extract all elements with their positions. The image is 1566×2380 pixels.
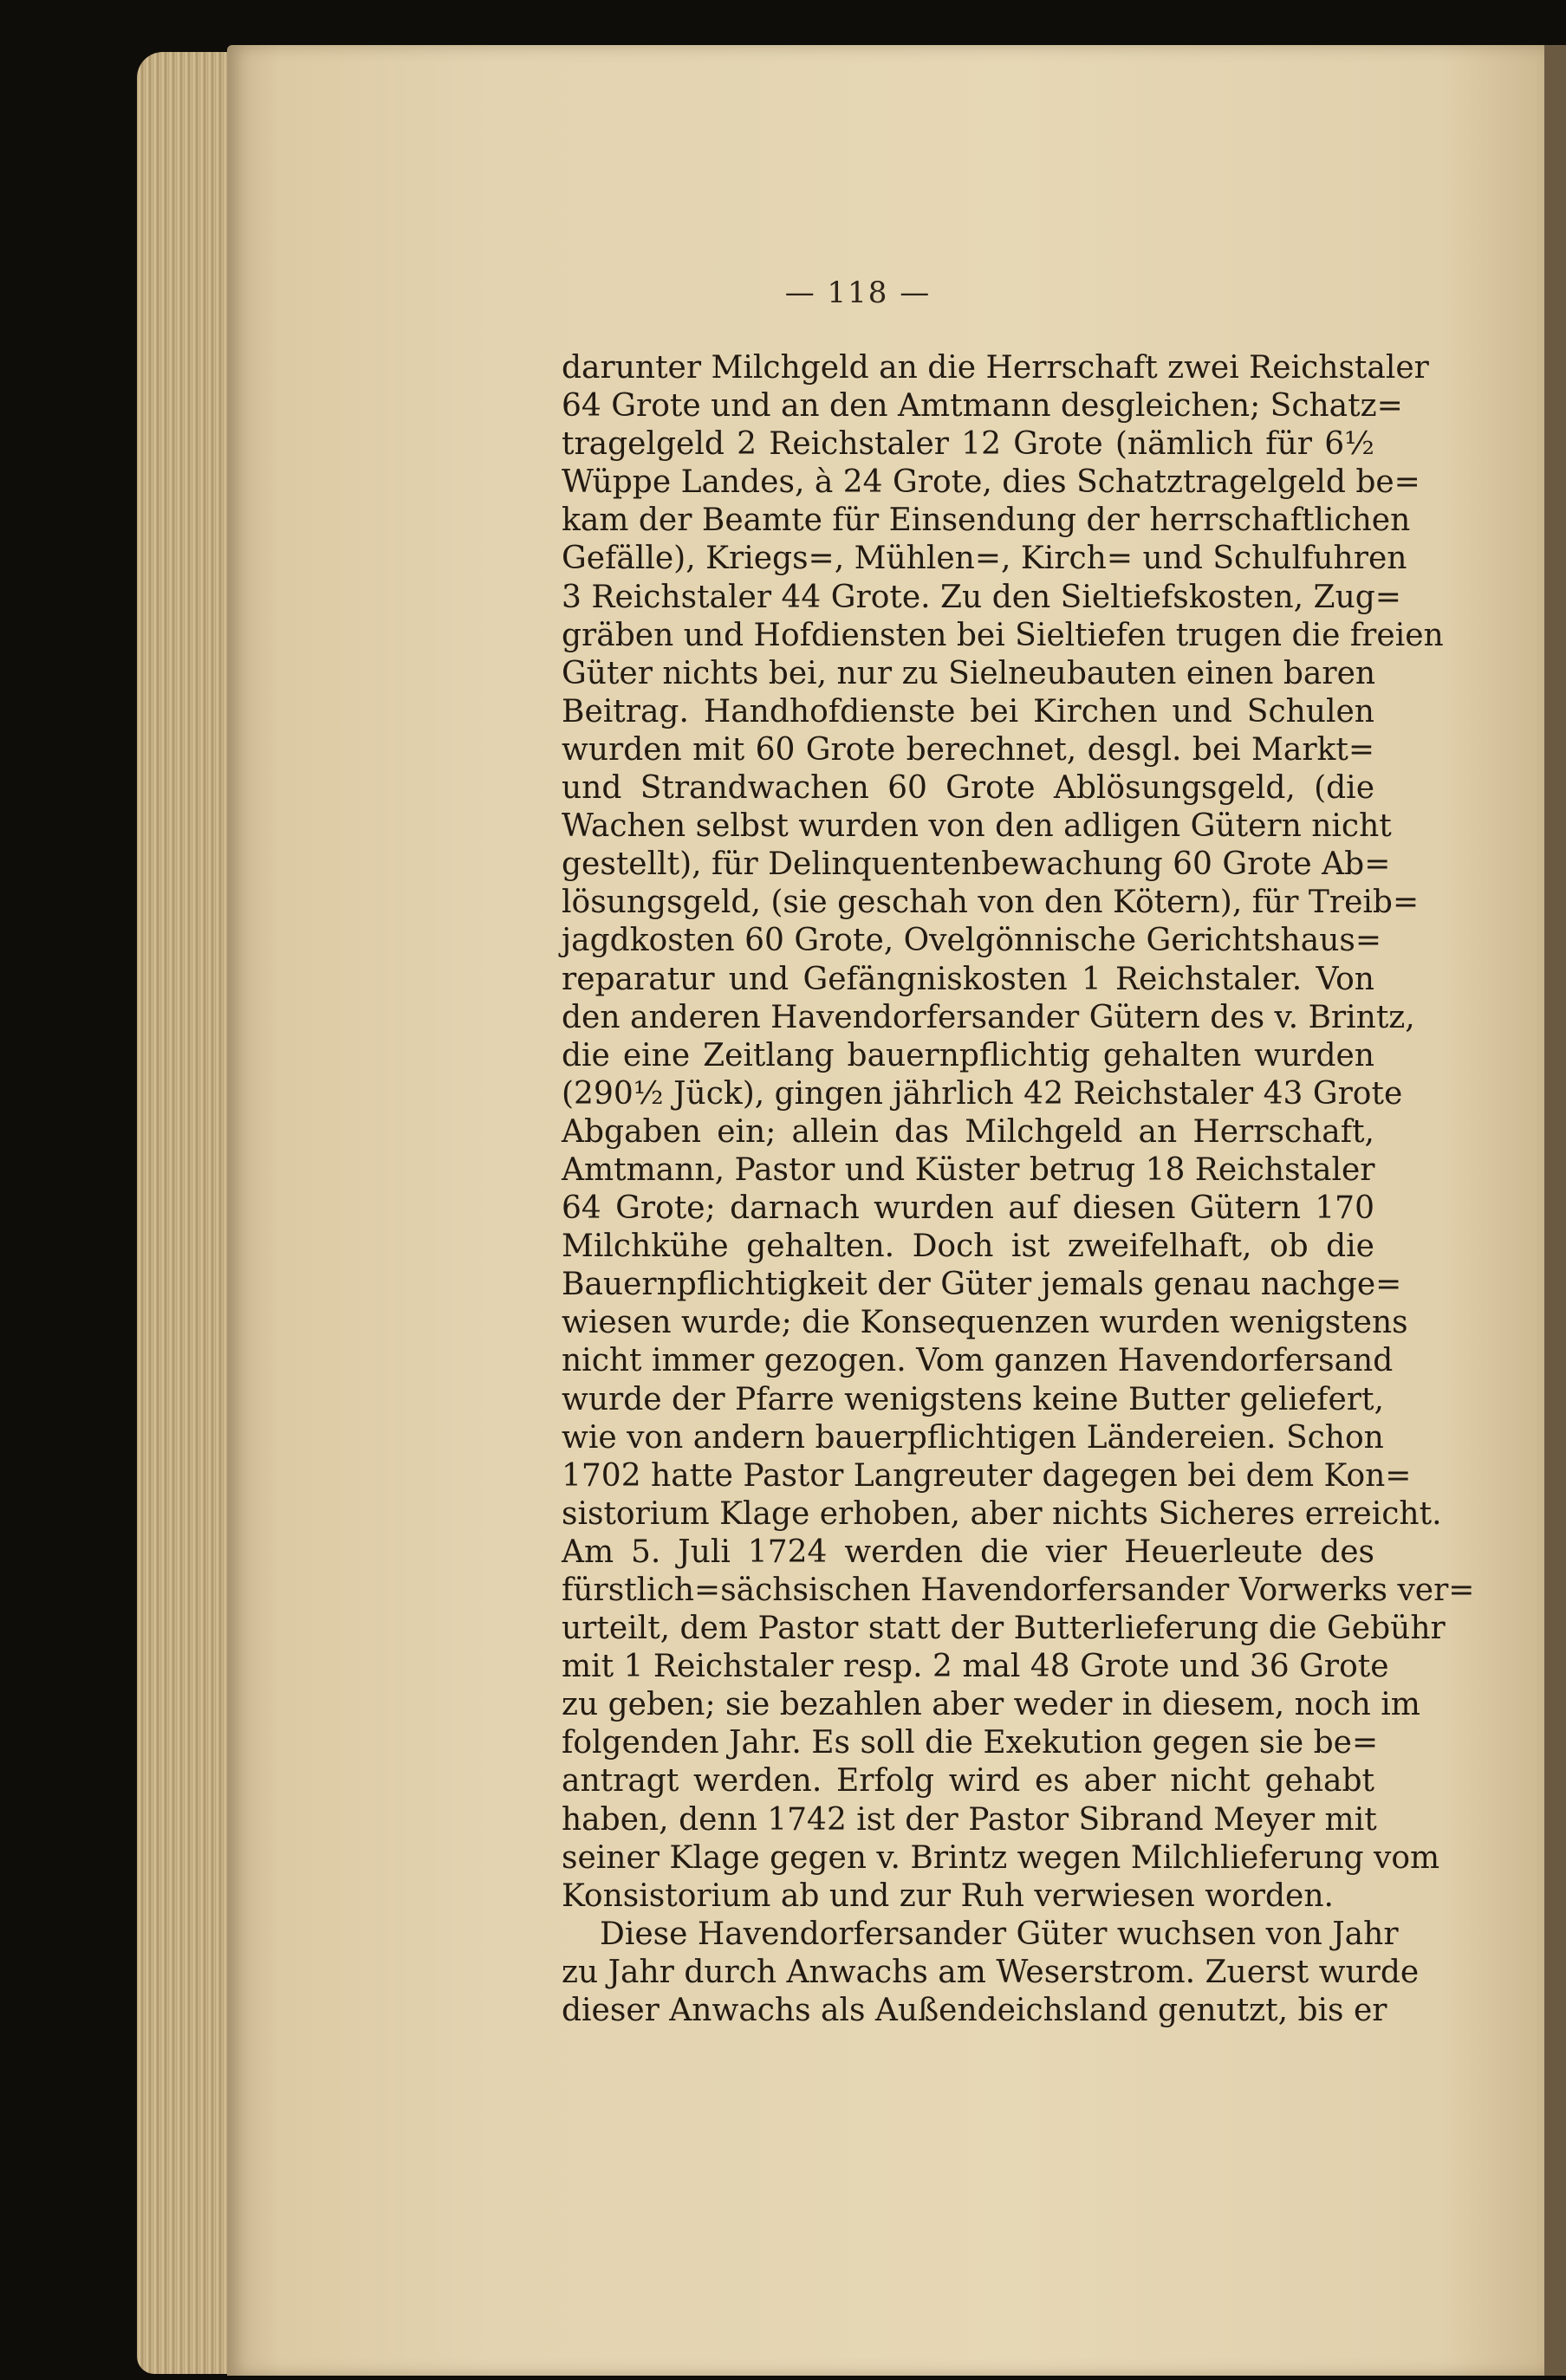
facing-page-edge bbox=[1544, 45, 1566, 2376]
text-line: 64 Grote und an den Amtmann desgleichen; Schatz= bbox=[562, 388, 1403, 425]
text-line: lösungsgeld, (sie geschah von den Kötern), für Treib= bbox=[562, 885, 1420, 921]
page-number: — 118 — bbox=[784, 276, 932, 310]
text-line: 1702 hatte Pastor Langreuter dagegen bei dem Kon= bbox=[562, 1457, 1412, 1494]
text-line: darunter Milchgeld an die Herrschaft zwei Reichstaler bbox=[562, 350, 1429, 386]
text-line: antragt werden. Erfolg wird es aber nicht gehabt bbox=[562, 1763, 1374, 1800]
text-line: mit 1 Reichstaler resp. 2 mal 48 Grote und 36 Grote bbox=[562, 1649, 1389, 1685]
text-line: Abgaben ein; allein das Milchgeld an Herrschaft, bbox=[562, 1113, 1374, 1150]
text-line: Amtmann, Pastor und Küster betrug 18 Reichstaler bbox=[562, 1151, 1375, 1188]
text-line: wie von andern bauerpflichtigen Ländereien. Schon bbox=[562, 1419, 1384, 1456]
text-line: folgenden Jahr. Es soll die Exekution gegen sie be= bbox=[562, 1725, 1379, 1761]
book-page-edges bbox=[137, 52, 241, 2374]
text-line: Wüppe Landes, à 24 Grote, dies Schatztragelgeld be= bbox=[562, 464, 1420, 501]
text-line: wurden mit 60 Grote berechnet, desgl. bei Markt= bbox=[562, 731, 1374, 768]
text-line: zu geben; sie bezahlen aber weder in diesem, noch im bbox=[562, 1687, 1420, 1723]
text-line: Wachen selbst wurden von den adligen Gütern nicht bbox=[562, 808, 1392, 845]
text-line: wurde der Pfarre wenigstens keine Butter geliefert, bbox=[562, 1381, 1384, 1417]
text-line: den anderen Havendorfersander Gütern des v. Brintz, bbox=[562, 999, 1415, 1035]
text-line: Bauernpflichtigkeit der Güter jemals genau nachge= bbox=[562, 1267, 1402, 1303]
text-line: 64 Grote; darnach wurden auf diesen Gütern 170 bbox=[562, 1190, 1374, 1227]
text-line: tragelgeld 2 Reichstaler 12 Grote (nämlich für 6½ bbox=[562, 426, 1374, 463]
text-line: gräben und Hofdiensten bei Sieltiefen trugen die freien bbox=[562, 617, 1444, 653]
text-line: sistorium Klage erhoben, aber nichts Sicheres erreicht. bbox=[562, 1495, 1442, 1532]
text-line: Am 5. Juli 1724 werden die vier Heuerleute des bbox=[562, 1534, 1374, 1570]
text-line: Konsistorium ab und zur Ruh verwiesen worden. bbox=[562, 1877, 1334, 1914]
body-text bbox=[562, 349, 1475, 2030]
text-line: haben, denn 1742 ist der Pastor Sibrand Meyer mit bbox=[562, 1801, 1377, 1838]
text-line: 3 Reichstaler 44 Grote. Zu den Sieltiefskosten, Zug= bbox=[562, 579, 1401, 615]
text-line: nicht immer gezogen. Vom ganzen Havendorfersand bbox=[562, 1343, 1394, 1379]
text-line: Beitrag. Handhofdienste bei Kirchen und Schulen bbox=[562, 693, 1374, 730]
text-line: wiesen wurde; die Konsequenzen wurden wenigstens bbox=[562, 1305, 1408, 1341]
text-line: Gefälle), Kriegs=, Mühlen=, Kirch= und Schulfuhren bbox=[562, 541, 1407, 577]
text-line: gestellt), für Delinquentenbewachung 60 Grote Ab= bbox=[562, 846, 1391, 883]
text-line: seiner Klage gegen v. Brintz wegen Milchlieferung vom bbox=[562, 1839, 1440, 1876]
text-line: urteilt, dem Pastor statt der Butterlieferung die Gebühr bbox=[562, 1611, 1446, 1647]
text-line: reparatur und Gefängniskosten 1 Reichstaler. Von bbox=[562, 961, 1374, 997]
text-line: und Strandwachen 60 Grote Ablösungsgeld, (die bbox=[562, 770, 1374, 807]
text-line: kam der Beamte für Einsendung der herrschaftlichen bbox=[562, 503, 1411, 539]
text-line: Güter nichts bei, nur zu Sielneubauten einen baren bbox=[562, 655, 1376, 691]
text-line: Milchkühe gehalten. Doch ist zweifelhaft, ob die bbox=[562, 1229, 1374, 1265]
text-line: (290½ Jück), gingen jährlich 42 Reichstaler 43 Grote bbox=[562, 1075, 1403, 1112]
text-line: fürstlich=sächsischen Havendorfersander Vorwerks ver= bbox=[562, 1573, 1475, 1608]
text-line: die eine Zeitlang bauernpflichtig gehalten wurden bbox=[562, 1037, 1374, 1073]
text-line: dieser Anwachs als Außendeichsland genutzt, bis er bbox=[562, 1993, 1387, 2029]
text-line: Diese Havendorfersander Güter wuchsen von Jahr bbox=[600, 1916, 1399, 1952]
text-line: zu Jahr durch Anwachs am Weserstrom. Zuerst wurde bbox=[562, 1954, 1420, 1990]
text-line: jagdkosten 60 Grote, Ovelgönnische Gerichtshaus= bbox=[562, 923, 1382, 959]
